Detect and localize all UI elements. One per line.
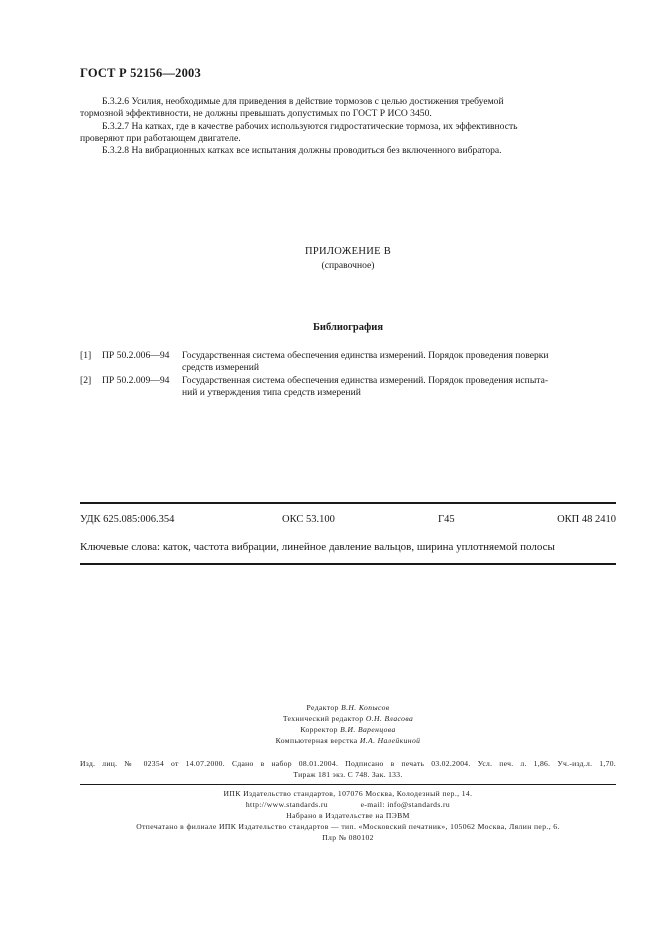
document-header: ГОСТ Р 52156—2003 xyxy=(80,66,201,80)
credit-role: Корректор xyxy=(300,725,338,734)
printed-note: Отпечатано в филиале ИПК Издательство стандартов — тип. «Московский печатник», 105062 Москва, Лялин пер., 6. xyxy=(136,822,560,831)
bibliography-title: Библиография xyxy=(312,322,384,333)
keywords: Ключевые слова: каток, частота вибрации, линейное давление вальцов, ширина уплотняемой полосы xyxy=(80,541,555,553)
imprint-block xyxy=(80,788,616,843)
bottom-rule xyxy=(80,563,616,565)
bib-code: ПР 50.2.006—94 xyxy=(102,350,170,361)
credit-name: О.Н. Власова xyxy=(365,714,414,723)
paragraph-line: тормозной эффективности, не должны превышать допустимых по ГОСТ Р ИСО 3450. xyxy=(80,107,432,119)
top-rule xyxy=(80,502,616,504)
credit-name: В.И. Варенцова xyxy=(340,725,396,734)
credit-role: Технический редактор xyxy=(282,714,364,723)
paragraph-line: Б.3.2.6 Усилия, необходимые для приведения в действие тормозов с целью достижения требуемой xyxy=(102,96,504,107)
email-link[interactable]: e-mail: info@standards.ru xyxy=(360,800,451,809)
web-contacts xyxy=(80,799,616,810)
typeset-note: Набрано в Издательстве на ПЭВМ xyxy=(286,811,410,820)
bib-text xyxy=(182,375,616,398)
credit-role: Компьютерная верстка xyxy=(275,736,358,745)
publisher-address: ИПК Издательство стандартов, 107076 Москва, Колодезный пер., 14. xyxy=(223,789,473,798)
paragraph-b326 xyxy=(80,96,616,119)
group-code: Г45 xyxy=(438,514,455,525)
udk-code: УДК 625.085:006.354 xyxy=(80,514,175,525)
bib-number: [2] xyxy=(80,375,92,386)
credit-name: В.Н. Копысов xyxy=(341,703,390,712)
paragraph-line: проверяют при работающем двигателе. xyxy=(80,132,241,144)
appendix-subtitle: (справочное) xyxy=(321,260,375,271)
bib-number: [1] xyxy=(80,350,92,361)
credit-line xyxy=(80,702,616,713)
credit-line xyxy=(80,735,616,746)
paragraph-b328 xyxy=(80,145,616,157)
credit-role: Редактор xyxy=(306,703,339,712)
credit-line xyxy=(80,724,616,735)
oks-code: ОКС 53.100 xyxy=(282,514,335,525)
bib-text-line: Государственная система обеспечения единства измерений. Порядок проведения поверки xyxy=(182,350,549,361)
bib-code: ПР 50.2.009—94 xyxy=(102,375,170,386)
appendix-title: ПРИЛОЖЕНИЕ В xyxy=(304,246,392,257)
paragraph-b327 xyxy=(80,121,616,144)
okp-code: ОКП 48 2410 xyxy=(557,514,616,525)
paragraph-line: Б.3.2.7 На катках, где в качестве рабочих используются гидростатические тормоза, их эффективность xyxy=(102,121,518,132)
publication-line: Тираж 181 экз. С 748. Зак. 133. xyxy=(293,770,403,779)
publication-info xyxy=(80,758,616,780)
bib-text-line: ний и утверждения типа средств измерений xyxy=(182,386,361,398)
bibliography-item xyxy=(80,375,616,399)
bib-text-line: средств измерений xyxy=(182,361,260,373)
credit-line xyxy=(80,713,616,724)
credits-block xyxy=(80,702,616,746)
website-link[interactable]: http://www.standards.ru xyxy=(245,800,328,809)
bib-text-line: Государственная система обеспечения единства измерений. Порядок проведения испыта- xyxy=(182,375,549,386)
paragraph-line: Б.3.2.8 На вибрационных катках все испытания должны проводиться без включенного вибратора. xyxy=(102,145,502,156)
plr-number: Плр № 080102 xyxy=(322,833,374,842)
credit-name: И.А. Налейкиной xyxy=(359,736,421,745)
bibliography-item xyxy=(80,350,616,374)
publication-line: Изд. лиц. № 02354 от 14.07.2000. Сдано в набор 08.01.2004. Подписано в печать 03.02.2004. Усл. печ. л. 1,86. Уч.-изд.л. 1,70. xyxy=(80,759,616,768)
bib-text xyxy=(182,350,616,373)
imprint-rule xyxy=(80,784,616,785)
